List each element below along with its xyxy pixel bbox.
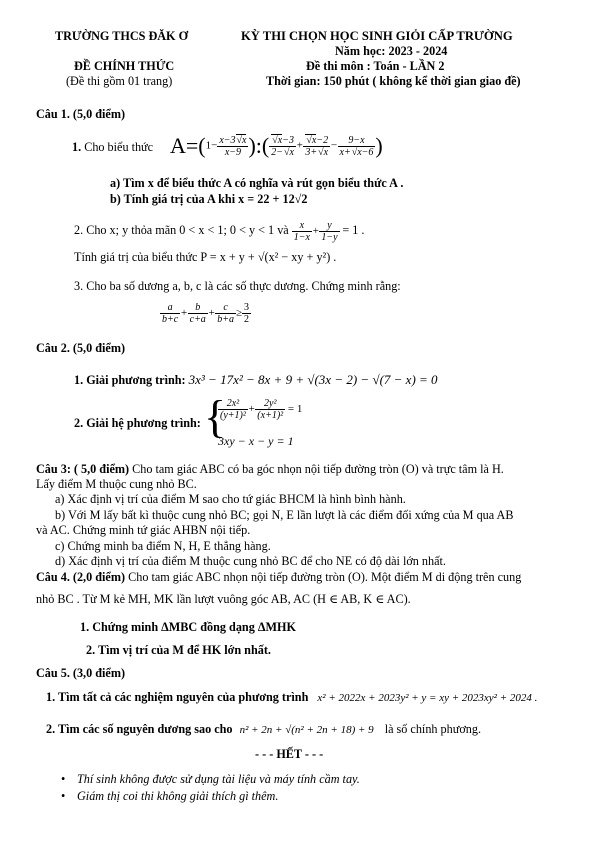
q1-part1 [72,140,153,155]
frac-x: $\frac{x}{1-x}$ [293,220,310,243]
q5-title: Câu 5. (3,0 điểm) [36,666,126,680]
q5-part1-eq: x² + 2022x + 2023y² + y = xy + 2023xy² + 2024 . [317,692,538,704]
q4-intro-2: nhỏ BC . Từ M kẻ MH, MK lần lượt vuông góc AB, AC (H ∈ AB, K ∈ AC). [36,592,411,606]
q1-part2: 2. Cho x; y thỏa mãn 0 < x < 1; 0 < y < 1 và $\frac{x}{1-x}$ + $\frac{y}{1-y}$ = 1 . [74,220,365,243]
q5-part2 [46,722,481,737]
pages-note: (Đề thi gồm 01 trang) [66,74,173,88]
q3-intro-1: Cho tam giác ABC có ba góc nhọn nội tiếp đường tròn (O) và trực tâm là H. [129,462,504,476]
note-item: • Thí sinh không được sử dụng tài liệu và máy tính cầm tay. [55,772,360,787]
q3-intro-2: Lấy điểm M thuộc cung nhỏ BC. [36,477,197,491]
exam-subject: Đề thi môn : Toán - LẦN 2 [306,59,445,73]
q1-part1-number: 1. [72,140,82,154]
frac-3: √ $\frac{x-2}{3+√ x}$ [303,135,330,158]
system-eq1: $\frac{\text{2x²}}{\text{(y+1)²}}$ + $\frac{\text{2y²}}{\text{(x+1)²}}$ = 1 [220,398,303,421]
school-year: Năm học: 2023 - 2024 [335,44,448,58]
q5-part1-label: 1. Tìm tất cả các nghiệm nguyên của phương trình [46,690,309,704]
official-label: ĐỀ CHÍNH THỨC [74,59,175,73]
q1-inequality: $\frac{a}{b+c}$ + $\frac{b}{c+a}$ + $\frac{c}{b+a}$ ≥ $\frac{3}{2}$ [162,302,250,325]
q4-title: Câu 4. (2,0 điểm) [36,570,126,584]
q3-title: Câu 3: ( 5,0 điểm) [36,462,130,476]
school-name: TRƯỜNG THCS ĐĂK Ơ [55,29,189,43]
q2-part1-label: 1. Giải phương trình: [74,373,186,387]
q1-part3: 3. Cho ba số dương a, b, c là các số thực dương. Chứng minh rằng: [74,279,401,293]
q1-part1b: b) Tính giá trị của A khi x = 22 + 12√2 [110,192,308,206]
exam-time: Thời gian: 150 phút ( không kể thời gian giao đề) [266,74,521,88]
q1-part2-eq: = 1 . [342,223,365,238]
note-item: • Giám thị coi thi không giải thích gì thêm. [55,789,360,804]
q1-title: Câu 1. (5,0 điểm) [36,107,126,121]
q5-part2-tail: là số chính phương. [384,722,482,736]
q1-part1-text: Cho biểu thức [84,140,154,154]
q3-intro [36,462,504,477]
q3-part-b2: và AC. Chứng minh tứ giác AHBN nội tiếp. [36,523,251,537]
q2-part1-eq: 3x³ − 17x² − 8x + 9 + √(3x − 2) − √(7 − x) = 0 [188,372,438,387]
q1-part1a: a) Tìm x để biểu thức A có nghĩa và rút gọn biểu thức A . [110,176,404,190]
q3-part-a: a) Xác định vị trí của điểm M sao cho tứ giác BHCM là hình bình hành. [55,492,406,506]
frac-2: √ $\frac{x-3}{2-√ x}$ [269,135,296,158]
q2-title: Câu 2. (5,0 điểm) [36,341,126,355]
end-mark: - - - HẾT - - - [255,747,324,761]
q3-part-d: d) Xác định vị trí của điểm M thuộc cung nhỏ BC để cho NE có độ dài lớn nhất. [55,554,446,568]
footer-notes [55,772,360,804]
q5-part1 [46,690,537,705]
q1-expression: A=(1− $\frac{x-3√ x}{x-9}$ ):( √ $\frac{x-3}{2-√ x}$ + √ $\frac{x-2}{3+√ x}$ − $\frac{9-x}{x+√ x-6}$ ) [170,133,383,159]
q3-part-c: c) Chứng minh ba điểm N, H, E thẳng hàng. [55,539,271,553]
q5-part2-label: 2. Tìm các số nguyên dương sao cho [46,722,233,736]
frac-y: $\frac{y}{1-y}$ [321,220,338,243]
system-brace: { [204,391,227,442]
system-eq2: 3xy − x − y = 1 [218,434,294,448]
q4-intro [36,570,521,585]
q2-part1 [74,372,438,388]
q3-part-b1: b) Với M lấy bất kì thuộc cung nhỏ BC; gọi N, E lần lượt là các điểm đối xứng của M qua AB [55,508,514,522]
q1-part2-text: 2. Cho x; y thỏa mãn 0 < x < 1; 0 < y < 1 và [74,223,289,238]
frac-1: $\frac{x-3√ x}{x-9}$ [217,135,248,158]
q2-part2-label: 2. Giải hệ phương trình: [74,416,201,430]
q1-part2-calc: Tính giá trị của biểu thức P = x + y + √(x² − xy + y²) . [74,250,337,264]
q4-part2: 2. Tìm vị trí của M để HK lớn nhất. [86,643,271,657]
system-eq1-rhs: = 1 [287,403,303,416]
q4-intro-1: Cho tam giác ABC nhọn nội tiếp đường tròn (O). Một điểm M di động trên cung [125,570,522,584]
q4-part1: 1. Chứng minh ΔMBC đồng dạng ΔMHK [80,620,296,634]
frac-4: $\frac{9-x}{x+√ x-6}$ [338,135,376,158]
exam-title: KỲ THI CHỌN HỌC SINH GIỎI CẤP TRƯỜNG [241,29,513,43]
q5-part2-eq: n² + 2n + √(n² + 2n + 18) + 9 [239,724,374,736]
